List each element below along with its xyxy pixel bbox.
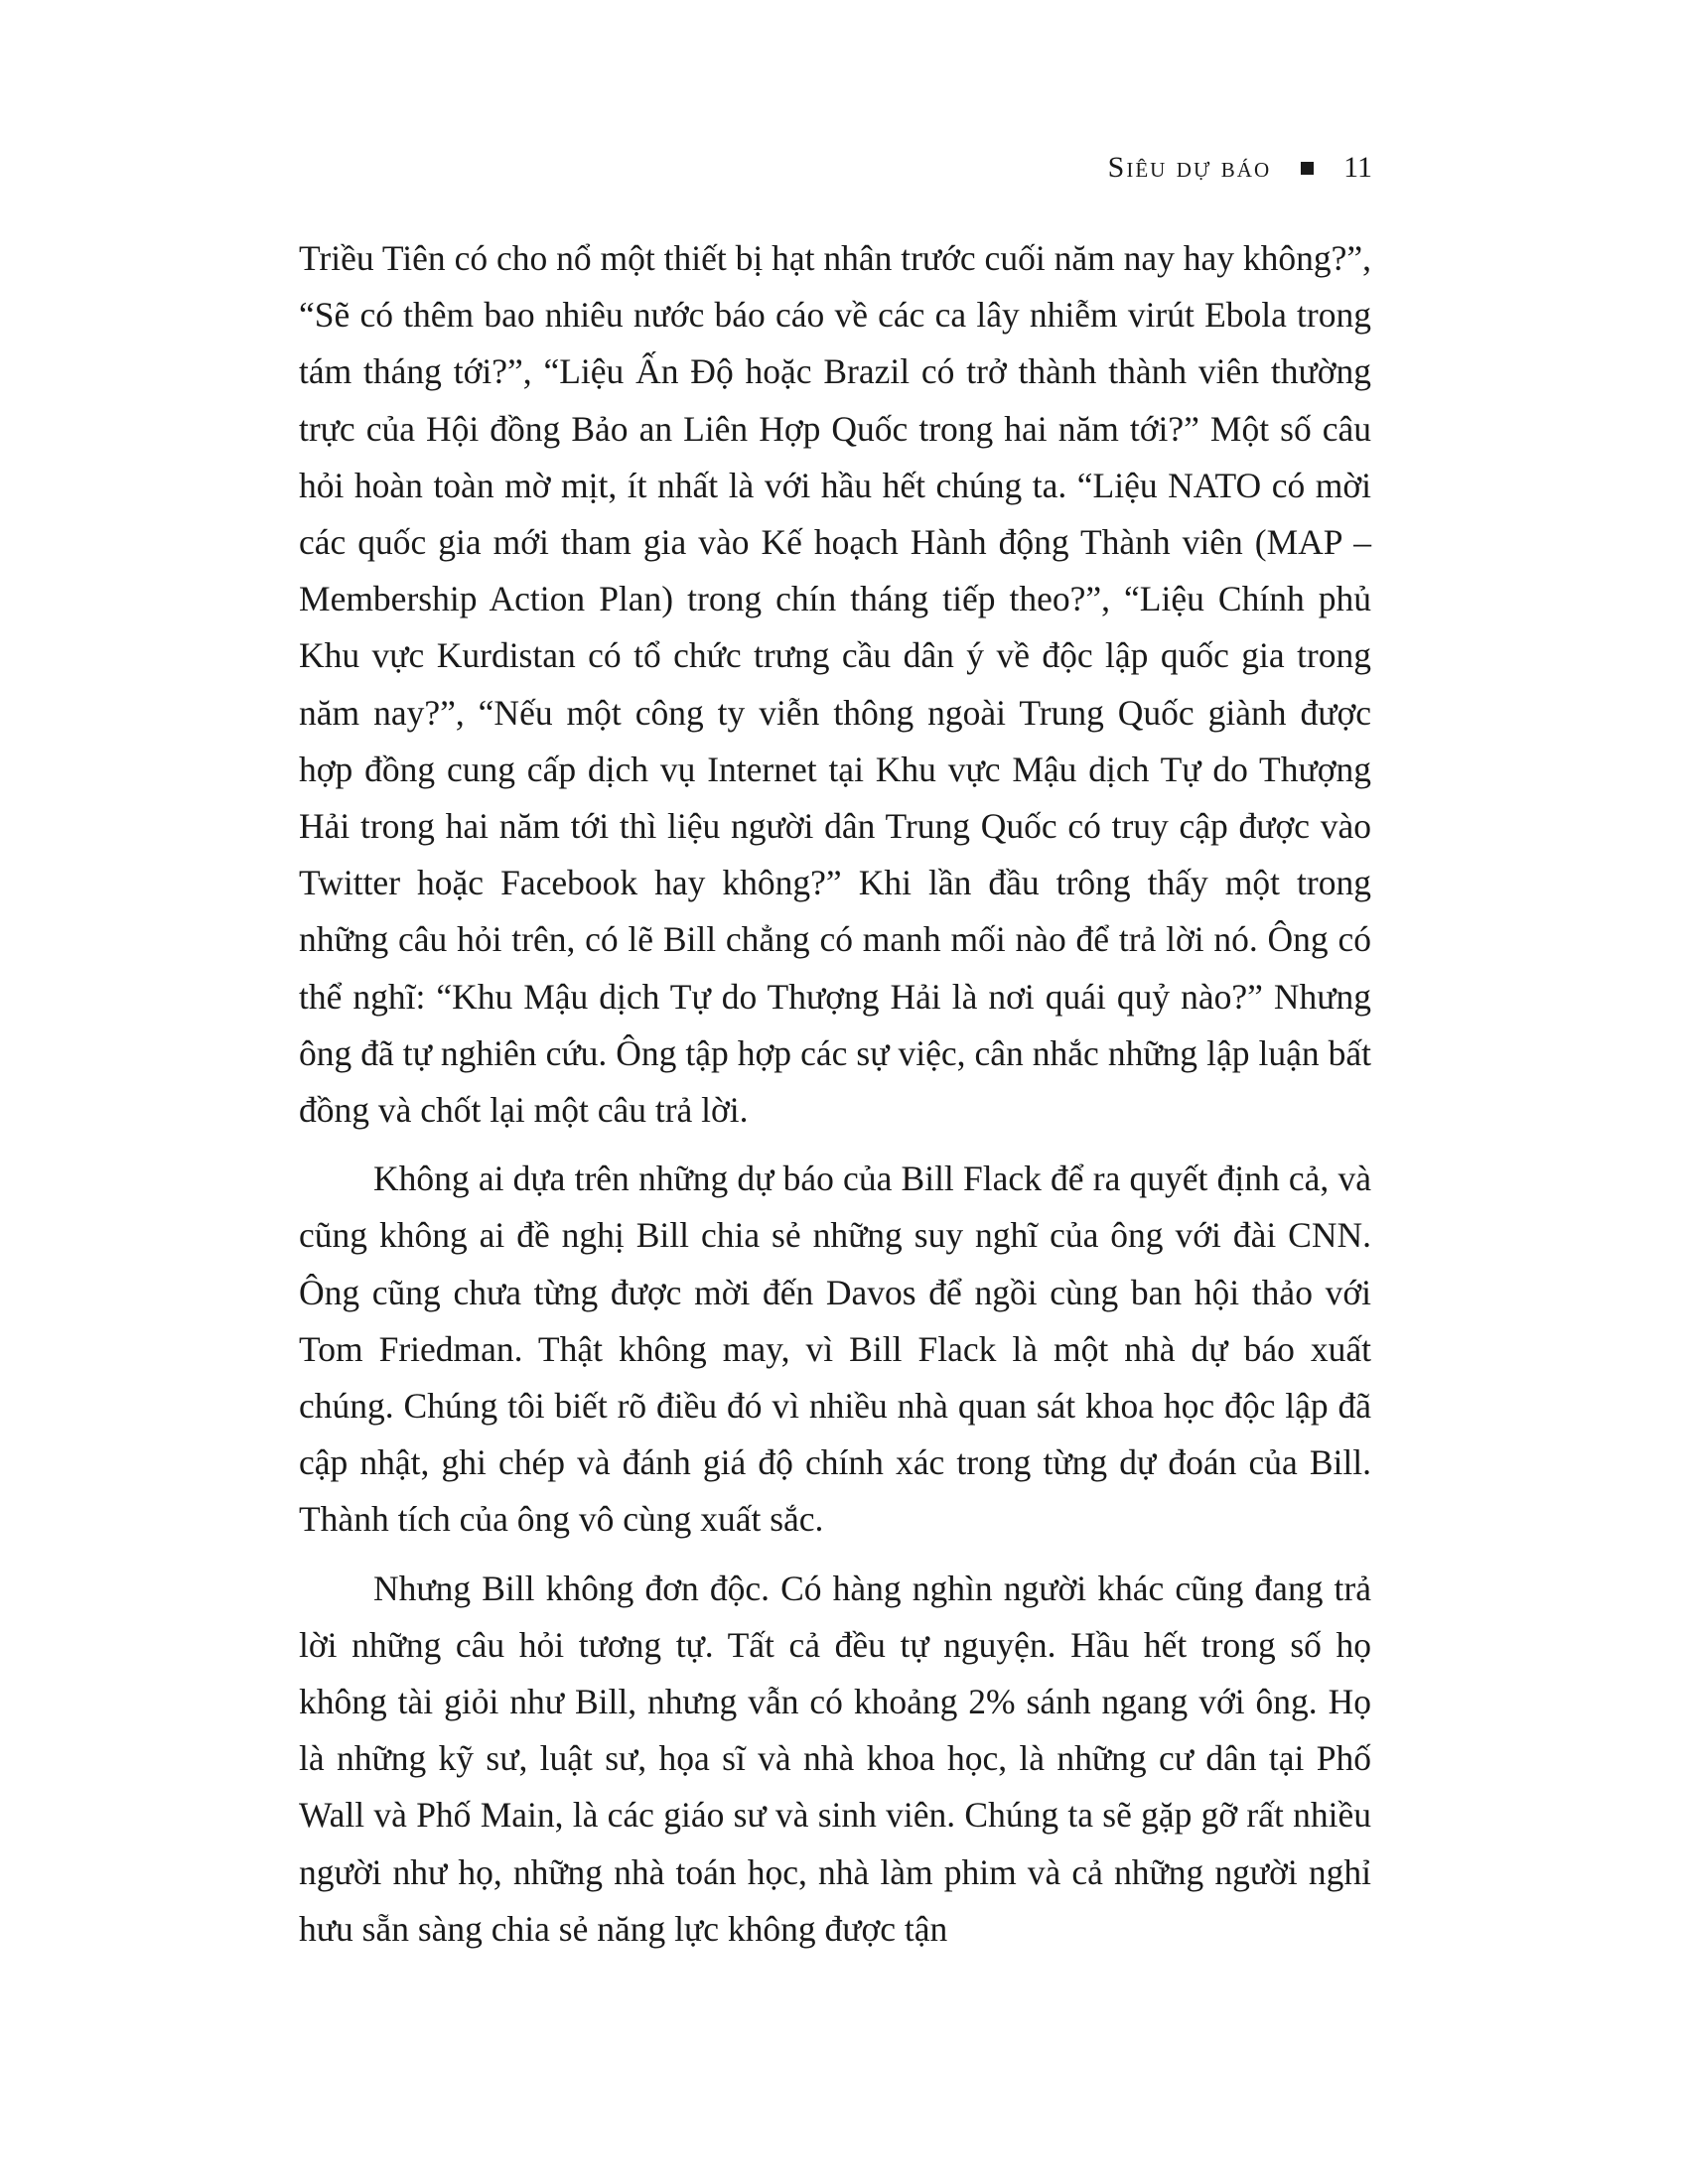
- page-number: 11: [1343, 151, 1372, 184]
- separator-square-icon: [1301, 162, 1314, 175]
- book-title: Siêu dự báo: [1107, 151, 1272, 184]
- paragraph-1: Triều Tiên có cho nổ một thiết bị hạt nhân trước cuối năm nay hay không?”, “Sẽ có thêm bao nhiêu nước báo cáo về các ca lây nhiễm virút Ebola trong tám tháng tới?”, “Liệu Ấn Độ hoặc Brazil có trở thành thành viên thường trực của Hội đồng Bảo an Liên Hợp Quốc trong hai năm tới?” Một số câu hỏi hoàn toàn mờ mịt, ít nhất là với hầu hết chúng ta. “Liệu NATO có mời các quốc gia mới tham gia vào Kế hoạch Hành động Thành viên (MAP – Membership Action Plan) trong chín tháng tiếp theo?”, “Liệu Chính phủ Khu vực Kurdistan có tổ chức trưng cầu dân ý về độc lập quốc gia trong năm nay?”, “Nếu một công ty viễn thông ngoài Trung Quốc giành được hợp đồng cung cấp dịch vụ Internet tại Khu vực Mậu dịch Tự do Thượng Hải trong hai năm tới thì liệu người dân Trung Quốc có truy cập được vào Twitter hoặc Facebook hay không?” Khi lần đầu trông thấy một trong những câu hỏi trên, có lẽ Bill chẳng có manh mối nào để trả lời nó. Ông có thể nghĩ: “Khu Mậu dịch Tự do Thượng Hải là nơi quái quỷ nào?” Nhưng ông đã tự nghiên cứu. Ông tập hợp các sự việc, cân nhắc những lập luận bất đồng và chốt lại một câu trả lời.: [299, 238, 1371, 1131]
- body-text: [299, 230, 1371, 1970]
- running-header: [1108, 151, 1372, 185]
- paragraph-2: Không ai dựa trên những dự báo của Bill Flack để ra quyết định cả, và cũng không ai đề nghị Bill chia sẻ những suy nghĩ của ông với đài CNN. Ông cũng chưa từng được mời đến Davos để ngồi cùng ban hội thảo với Tom Friedman. Thật không may, vì Bill Flack là một nhà dự báo xuất chúng. Chúng tôi biết rõ điều đó vì nhiều nhà quan sát khoa học độc lập đã cập nhật, ghi chép và đánh giá độ chính xác trong từng dự đoán của Bill. Thành tích của ông vô cùng xuất sắc.: [299, 1159, 1371, 1540]
- paragraph-3: Nhưng Bill không đơn độc. Có hàng nghìn người khác cũng đang trả lời những câu hỏi tương tự. Tất cả đều tự nguyện. Hầu hết trong số họ không tài giỏi như Bill, nhưng vẫn có khoảng 2% sánh ngang với ông. Họ là những kỹ sư, luật sư, họa sĩ và nhà khoa học, là những cư dân tại Phố Wall và Phố Main, là các giáo sư và sinh viên. Chúng ta sẽ gặp gỡ rất nhiều người như họ, những nhà toán học, nhà làm phim và cả những người nghỉ hưu sẵn sàng chia sẻ năng lực không được tận: [299, 1568, 1371, 1949]
